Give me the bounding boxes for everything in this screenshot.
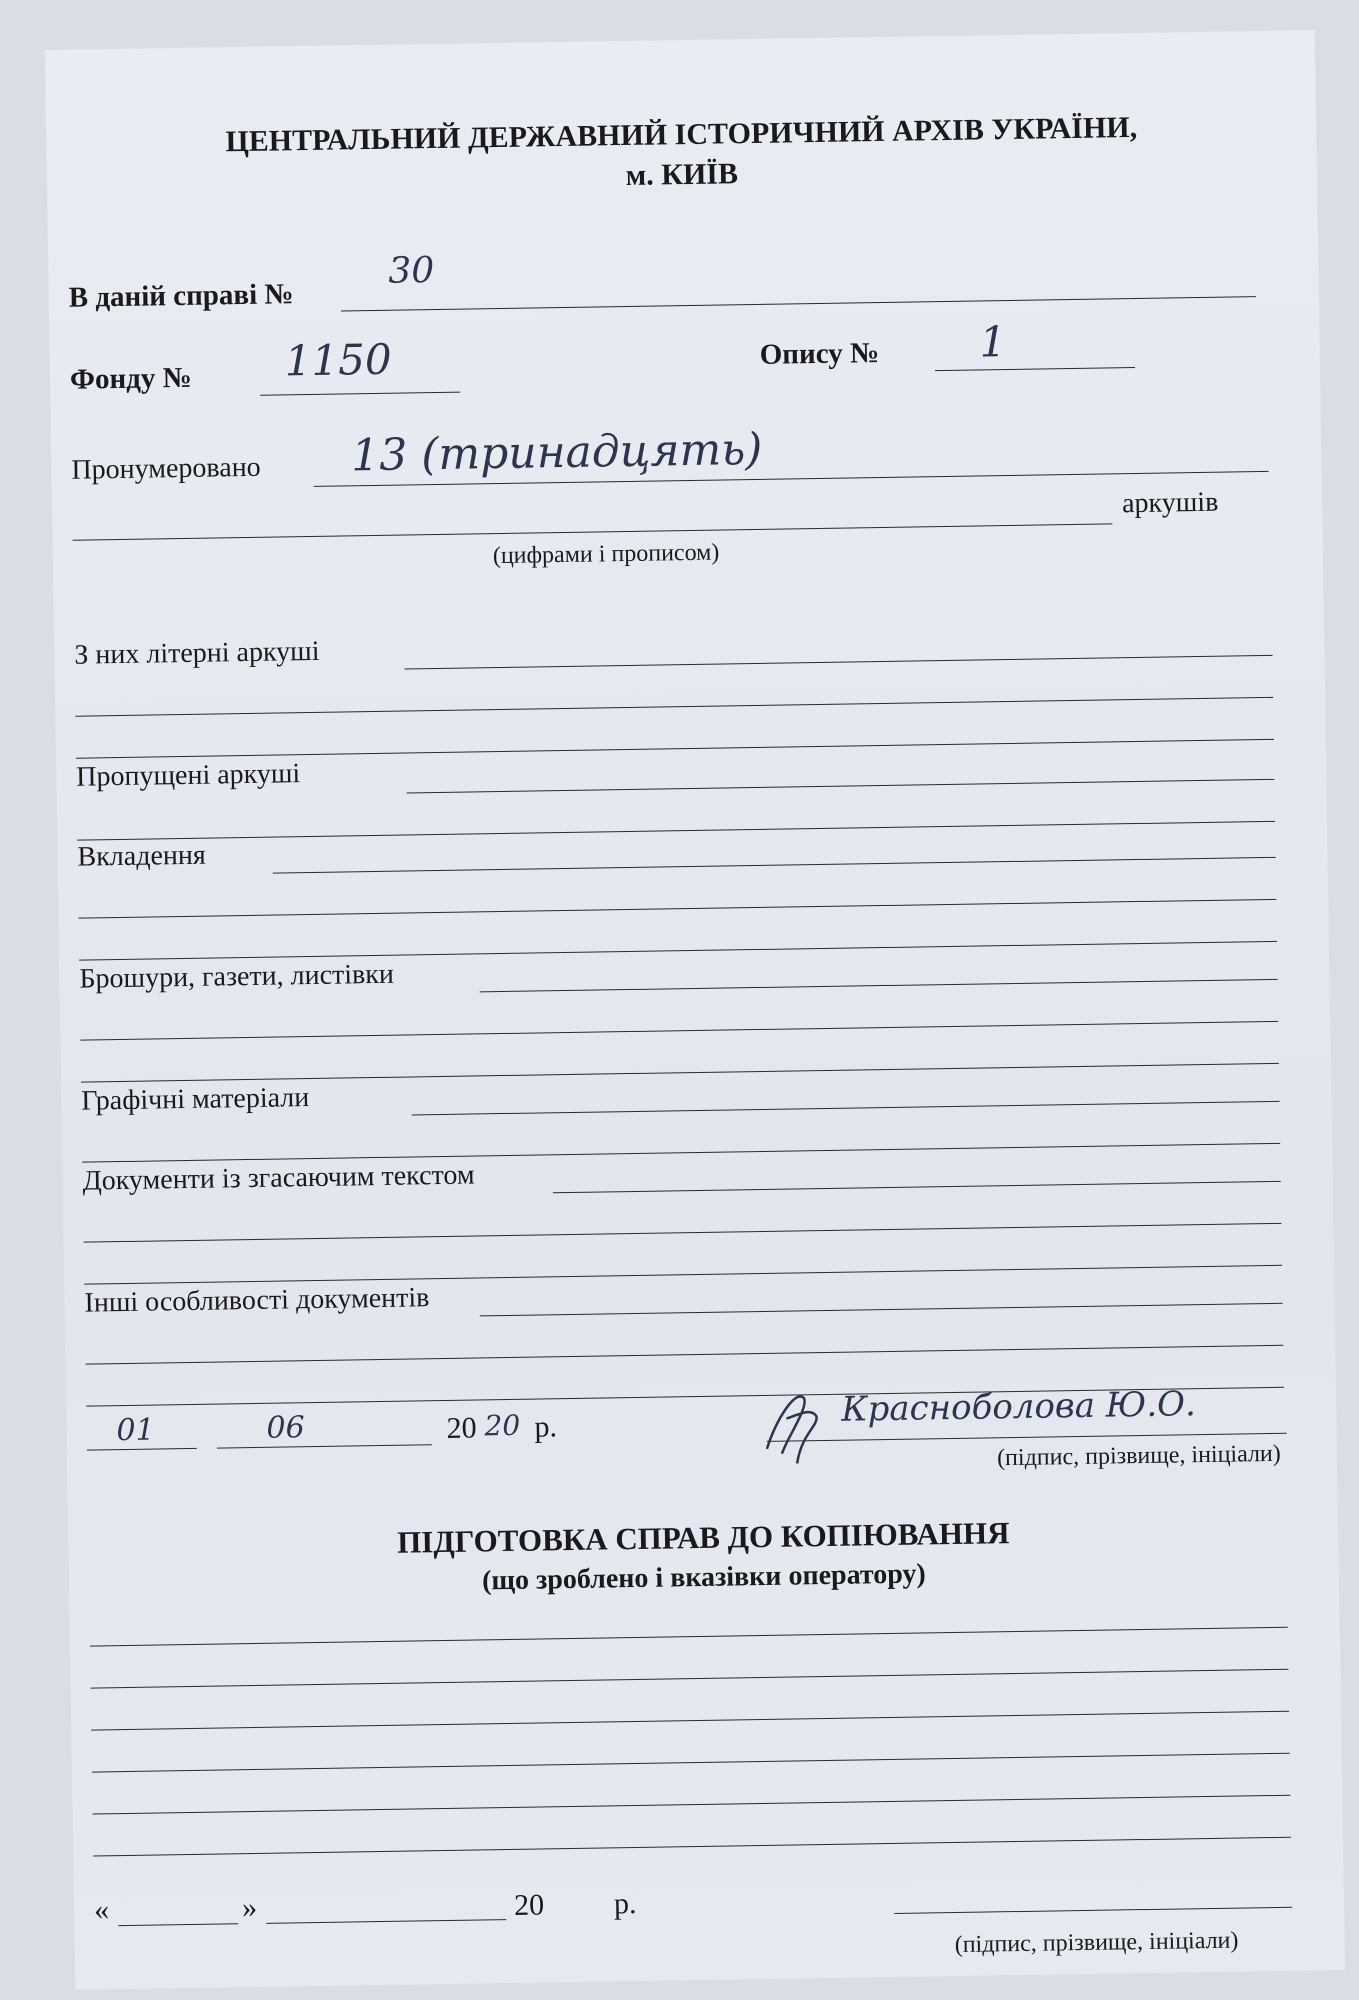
date2-year-prefix: 20	[513, 1888, 545, 1922]
date1-month: 06	[266, 1410, 305, 1446]
numbered-suffix: аркушів	[1121, 486, 1219, 520]
signature1-flourish	[756, 1378, 837, 1469]
signature1-caption: (підпис, прізвище, ініціали)	[996, 1440, 1281, 1472]
brochures-line-1	[480, 979, 1278, 993]
date2-open-quote: «	[93, 1893, 110, 1927]
numbered-caption: (цифрами і прописом)	[492, 539, 720, 570]
date1-year-prefix: 20	[446, 1411, 477, 1445]
case-value: 30	[388, 250, 435, 292]
attachments-line-3	[79, 941, 1277, 961]
date2-day-line	[118, 1923, 238, 1926]
litera-line-1	[405, 655, 1273, 670]
attachments-line-2	[78, 899, 1276, 919]
brochures-label: Брошури, газети, листівки	[79, 958, 395, 995]
date2-suffix: р.	[613, 1887, 637, 1921]
case-label: В даній справі №	[68, 278, 294, 314]
archive-form-sheet	[45, 30, 1345, 1990]
missing-line-1	[407, 779, 1275, 794]
attachments-line-1	[273, 857, 1276, 874]
brochures-line-3	[81, 1063, 1279, 1083]
litera-label: З них літерні аркуші	[74, 635, 320, 671]
date2-close-quote: »	[241, 1890, 258, 1925]
section2-line-6	[93, 1837, 1291, 1857]
graphic-label: Графічні матеріали	[81, 1082, 310, 1117]
fading-line-3	[84, 1265, 1282, 1285]
graphic-line-1	[412, 1101, 1280, 1116]
section2-title: ПІДГОТОВКА СПРАВ ДО КОПІЮВАННЯ	[396, 1515, 1010, 1560]
other-line-2	[85, 1345, 1283, 1365]
other-label: Інші особливості документів	[84, 1282, 430, 1319]
archive-city: м. КИЇВ	[625, 157, 739, 192]
section2-line-3	[91, 1711, 1289, 1731]
numbered-value: 13 (тринадцять)	[350, 423, 763, 482]
date1-day: 01	[116, 1412, 155, 1449]
numbered-line-2	[73, 523, 1113, 540]
litera-line-2	[75, 697, 1273, 717]
fading-line-1	[553, 1181, 1281, 1193]
attachments-label: Вкладення	[77, 839, 206, 873]
fond-line	[260, 392, 460, 396]
signature1-line	[767, 1433, 1287, 1442]
litera-line-3	[76, 739, 1274, 759]
archive-title: ЦЕНТРАЛЬНИЙ ДЕРЖАВНИЙ ІСТОРИЧНИЙ АРХІВ УКРАЇНИ,	[225, 110, 1138, 159]
section2-line-2	[91, 1669, 1289, 1689]
missing-line-2	[77, 821, 1275, 841]
opys-value: 1	[979, 317, 1007, 367]
graphic-line-2	[82, 1143, 1280, 1163]
fond-label: Фонду №	[69, 361, 192, 396]
section2-subtitle: (що зроблено і вказівки оператору)	[481, 1558, 926, 1597]
fond-value: 1150	[284, 334, 393, 386]
numbered-label: Пронумеровано	[71, 451, 261, 486]
opys-line	[935, 367, 1135, 371]
date1-year: 20	[484, 1408, 521, 1443]
signature2-caption: (підпис, прізвище, ініціали)	[954, 1927, 1239, 1959]
brochures-line-2	[80, 1021, 1278, 1041]
opys-label: Опису №	[759, 337, 880, 371]
other-line-1	[480, 1303, 1283, 1317]
section2-line-1	[90, 1627, 1288, 1647]
signature2-line	[894, 1907, 1292, 1914]
section2-line-5	[93, 1795, 1291, 1815]
case-line	[341, 296, 1256, 311]
date1-suffix: р.	[534, 1410, 558, 1444]
section2-line-4	[92, 1753, 1290, 1773]
date1-month-line	[217, 1444, 432, 1448]
date1-day-line	[87, 1448, 197, 1451]
date2-month-line	[266, 1919, 506, 1924]
signature1-name: Красноболова Ю.О.	[840, 1384, 1197, 1430]
fading-label: Документи із згасаючим текстом	[82, 1159, 475, 1197]
fading-line-2	[84, 1223, 1282, 1243]
missing-label: Пропущені аркуші	[76, 758, 301, 793]
